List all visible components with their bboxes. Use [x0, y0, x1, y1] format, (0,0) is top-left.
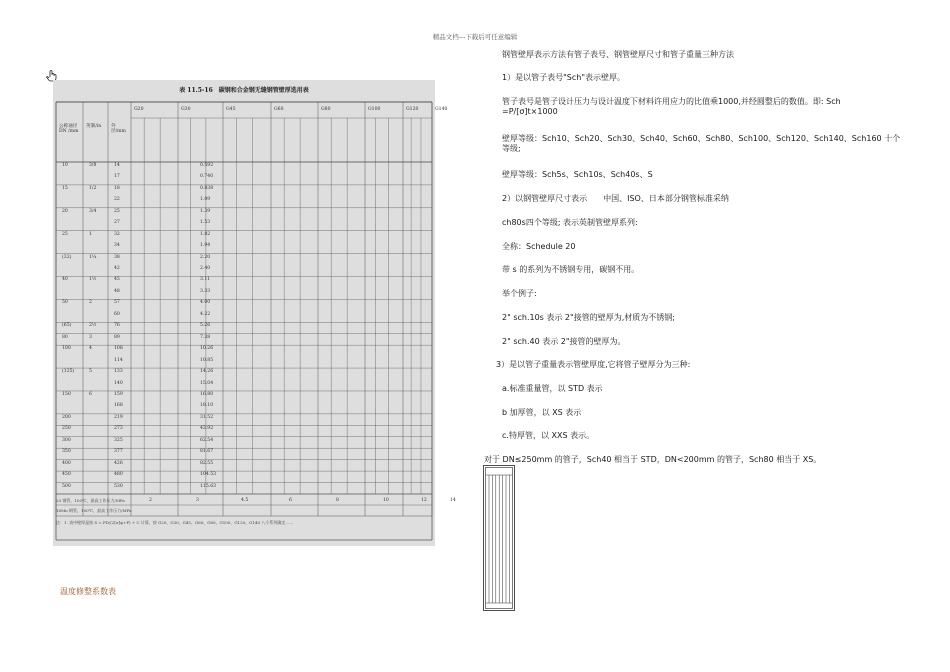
scan-table-cell: 159	[114, 391, 123, 397]
scan-table-cell: 20	[62, 208, 68, 214]
paragraph-method-3: 3）是以管子重量表示管壁厚度,它将管子壁厚分为三种:	[496, 360, 691, 369]
scan-table-cell: 3.33	[200, 288, 211, 294]
paragraph-full-name: 全称：Schedule 20	[502, 242, 576, 251]
scan-table-cell: 89	[114, 334, 120, 340]
scan-table-cell: 150	[62, 391, 71, 397]
scan-table-cell: 5.26	[200, 323, 211, 329]
scan-table-cell: 38	[114, 254, 120, 260]
scan-table-cell: 2½	[89, 323, 97, 329]
scan-column-header: 英制/in	[86, 124, 102, 129]
scan-table-cell: 1¼	[89, 254, 97, 260]
scan-column-header: G120	[406, 107, 419, 112]
scan-footer-value: 10	[383, 498, 389, 503]
scan-table-cell: 62.54	[200, 437, 214, 443]
scan-table-cell: 104.53	[200, 472, 217, 478]
scan-table-cell: 1/2	[89, 185, 97, 191]
scan-table-cell: 3/4	[89, 208, 97, 214]
scan-table-cell: 168	[114, 403, 123, 409]
scan-table-cell: 7.38	[200, 334, 211, 340]
scan-table-cell: 325	[114, 437, 123, 443]
scan-table-cell: 80	[62, 334, 68, 340]
scan-table-cell: 18.10	[200, 403, 214, 409]
scan-table-cell: 31.52	[200, 414, 214, 420]
scan-column-header: G45	[226, 107, 236, 112]
scan-table-cell: 76	[114, 323, 120, 329]
paragraph-sch80s: ch80s四个等级; 表示英制管壁厚系列:	[502, 218, 638, 227]
scan-table-cell: 60	[114, 311, 120, 317]
paragraph-xs: b 加厚管，以 XS 表示	[502, 408, 582, 417]
scan-table-cell: 2.20	[200, 254, 211, 260]
paragraph-sch-definition: 管子表号是管子设计压力与设计温度下材料许用应力的比值乘1000,并经圆整后的数值。即: Sch =P/[σ]t×1000	[502, 97, 841, 116]
scan-table-cell: 15.04	[200, 380, 214, 386]
scan-table-cell: 1.94	[200, 243, 211, 249]
scan-table-cell: 1.53	[200, 220, 211, 226]
scan-table-cell: 25	[114, 208, 120, 214]
scan-table-cell: 115.63	[200, 483, 217, 489]
scan-table-cell: 16.80	[200, 391, 214, 397]
scan-table-cell: 4.00	[200, 300, 211, 306]
scan-column-header: G140	[435, 107, 448, 112]
scan-table-cell: 426	[114, 460, 123, 466]
scan-table-cell: (65)	[62, 323, 72, 329]
scan-table-cell: 82.55	[200, 460, 214, 466]
scan-table-cell: 6	[89, 391, 92, 397]
scan-table-cell: 10.85	[200, 357, 214, 363]
scan-table-cell: 34	[114, 243, 120, 249]
scan-table-cell: 108	[114, 346, 123, 352]
paragraph-equivalence: 对于 DN≤250mm 的管子，Sch40 相当于 STD，DN<200mm 的管子，Sch80 相当于 XS。	[484, 455, 822, 464]
scan-column-header: 外径/mm	[111, 124, 126, 134]
scan-table-cell: 140	[114, 380, 123, 386]
scan-column-header: G60	[274, 107, 284, 112]
scan-table-cell: 114	[114, 357, 123, 363]
scan-table-cell: 4	[89, 346, 92, 352]
scan-table-cell: 17	[114, 174, 120, 180]
paragraph-sch-s-grades: 壁厚等级：Sch5s、Sch10s、Sch40s、S	[502, 170, 653, 179]
scan-column-header: 公称通径 DN /mm	[59, 124, 79, 134]
scan-footer-value: 4.5	[241, 498, 249, 503]
scan-table-cell: 1.09	[200, 197, 211, 203]
scan-table-cell: (32)	[62, 254, 72, 260]
scan-table-cell: (125)	[62, 369, 75, 375]
scan-table-cell: 450	[62, 472, 71, 478]
scan-table-cell: 219	[114, 414, 123, 420]
scan-table-cell: 14	[114, 163, 120, 168]
scan-table-cell: 0.740	[200, 174, 214, 180]
scan-table-cell: 1	[89, 231, 92, 237]
scan-footer-value: 2	[149, 498, 152, 503]
scan-table-cell: 32	[114, 231, 120, 237]
scan-table-cell: 18	[114, 185, 120, 191]
scan-table-cell: 10	[62, 163, 68, 168]
scan-table-cell: 200	[62, 414, 71, 420]
scan-table-cell: 133	[114, 369, 123, 375]
scan-table-cell: 350	[62, 449, 71, 455]
paragraph-example-1: 2" sch.10s 表示 2"接管的壁厚为,材质为不锈钢;	[502, 313, 675, 322]
scan-table-cell: 81.67	[200, 449, 214, 455]
scan-footer-value: 8	[336, 498, 339, 503]
paragraph-example-heading: 举个例子:	[502, 289, 537, 298]
scan-table-cell: 57	[114, 300, 120, 306]
pipe-wall-thickness-table-image	[53, 80, 456, 546]
scan-table-cell: 50	[62, 300, 68, 306]
scan-table-cell: 15	[62, 185, 68, 191]
scan-footer-row-1: 20 钢管，100℃，最高工作压力/MPa	[56, 498, 125, 503]
scan-footer-value: 6	[289, 498, 292, 503]
temperature-correction-table-caption: 温度修整系数表	[60, 587, 116, 596]
scan-table-cell: 40	[62, 277, 68, 283]
scan-table-cell: 42	[114, 266, 120, 272]
scan-table-cell: 377	[114, 449, 123, 455]
table-gridlines	[53, 80, 435, 546]
scan-table-cell: 100	[62, 346, 71, 352]
scan-table-cell: 45	[114, 277, 120, 283]
paragraph-sch-grades: 壁厚等级：Sch10、Sch20、Sch30、Sch40、Sch60、Sch80、Sch100、Sch120、Sch140、Sch160 十个等级;	[502, 134, 901, 153]
scan-footer-value: 14	[450, 498, 456, 503]
scan-table-cell: 2	[89, 300, 92, 306]
scan-table-cell: 3/8	[89, 163, 97, 168]
scan-footer-row-2: 16Mn 钢管，100℃，最高工作压力/MPa	[56, 508, 132, 513]
pipe-grid-diagram	[483, 465, 515, 611]
scan-table-cell: 1.82	[200, 231, 211, 237]
scan-footer-value: 12	[421, 498, 427, 503]
scan-footer-value: 3	[196, 498, 199, 503]
paragraph-xxs: c.特厚管，以 XXS 表示。	[502, 431, 595, 440]
paragraph-method-1: 1）是以管子表号"Sch"表示壁厚。	[502, 73, 625, 82]
scan-table-cell: 273	[114, 426, 123, 432]
scan-table-cell: 4.22	[200, 311, 211, 317]
scan-table-cell: 22	[114, 197, 120, 203]
scan-table-cell: 3.11	[200, 277, 211, 283]
paragraph-example-2: 2" sch.40 表示 2"接管的壁厚为。	[502, 337, 626, 346]
scan-table-cell: 0.838	[200, 185, 214, 191]
scan-table-cell: 48	[114, 288, 120, 294]
document-header-note: 精品文档---下载后可任意编辑	[432, 33, 518, 41]
scan-table-cell: 2.40	[200, 266, 211, 272]
scan-table-cell: 480	[114, 472, 123, 478]
paragraph-std: a.标准重量管，以 STD 表示	[502, 384, 603, 393]
scan-table-cell: 14.26	[200, 369, 214, 375]
paragraph-stainless-note: 带 s 的系列为不锈钢专用，碳钢不用。	[502, 265, 640, 274]
scan-table-cell: 0.592	[200, 163, 214, 168]
scan-column-header: G30	[181, 107, 191, 112]
scan-column-header: G80	[321, 107, 331, 112]
paragraph-intro: 钢管壁厚表示方法有管子表号、钢管壁厚尺寸和管子重量三种方法	[502, 50, 734, 59]
scan-table-cell: 10.26	[200, 346, 214, 352]
scan-table-cell: 27	[114, 220, 120, 226]
scan-table-cell: 500	[62, 483, 71, 489]
scan-table-title: 表 11.5-16 碳钢和合金钢无缝钢管壁厚选用表	[179, 87, 309, 94]
scan-table-cell: 43.92	[200, 426, 214, 432]
scan-table-cell: 5	[89, 369, 92, 375]
scan-table-cell: 300	[62, 437, 71, 443]
scan-table-cell: 400	[62, 460, 71, 466]
scan-table-cell: 530	[114, 483, 123, 489]
scan-table-cell: 250	[62, 426, 71, 432]
scan-footnote: 注：1. 表中壁厚是按 S = PD/(2[σ]φ+P) + C 计算，按 G20、G30、G45、G60、G80、G100、G120、G140 八个系列确定……	[56, 520, 294, 525]
paragraph-method-2: 2）以钢管壁厚尺寸表示 中国、ISO、日本部分钢管标准采纳	[502, 194, 729, 203]
scan-column-header: G20	[134, 107, 144, 112]
scan-table-cell: 25	[62, 231, 68, 237]
scan-column-header: G100	[368, 107, 381, 112]
scan-table-cell: 3	[89, 334, 92, 340]
scan-table-cell: 1½	[89, 277, 97, 283]
scan-table-cell: 1.39	[200, 208, 211, 214]
